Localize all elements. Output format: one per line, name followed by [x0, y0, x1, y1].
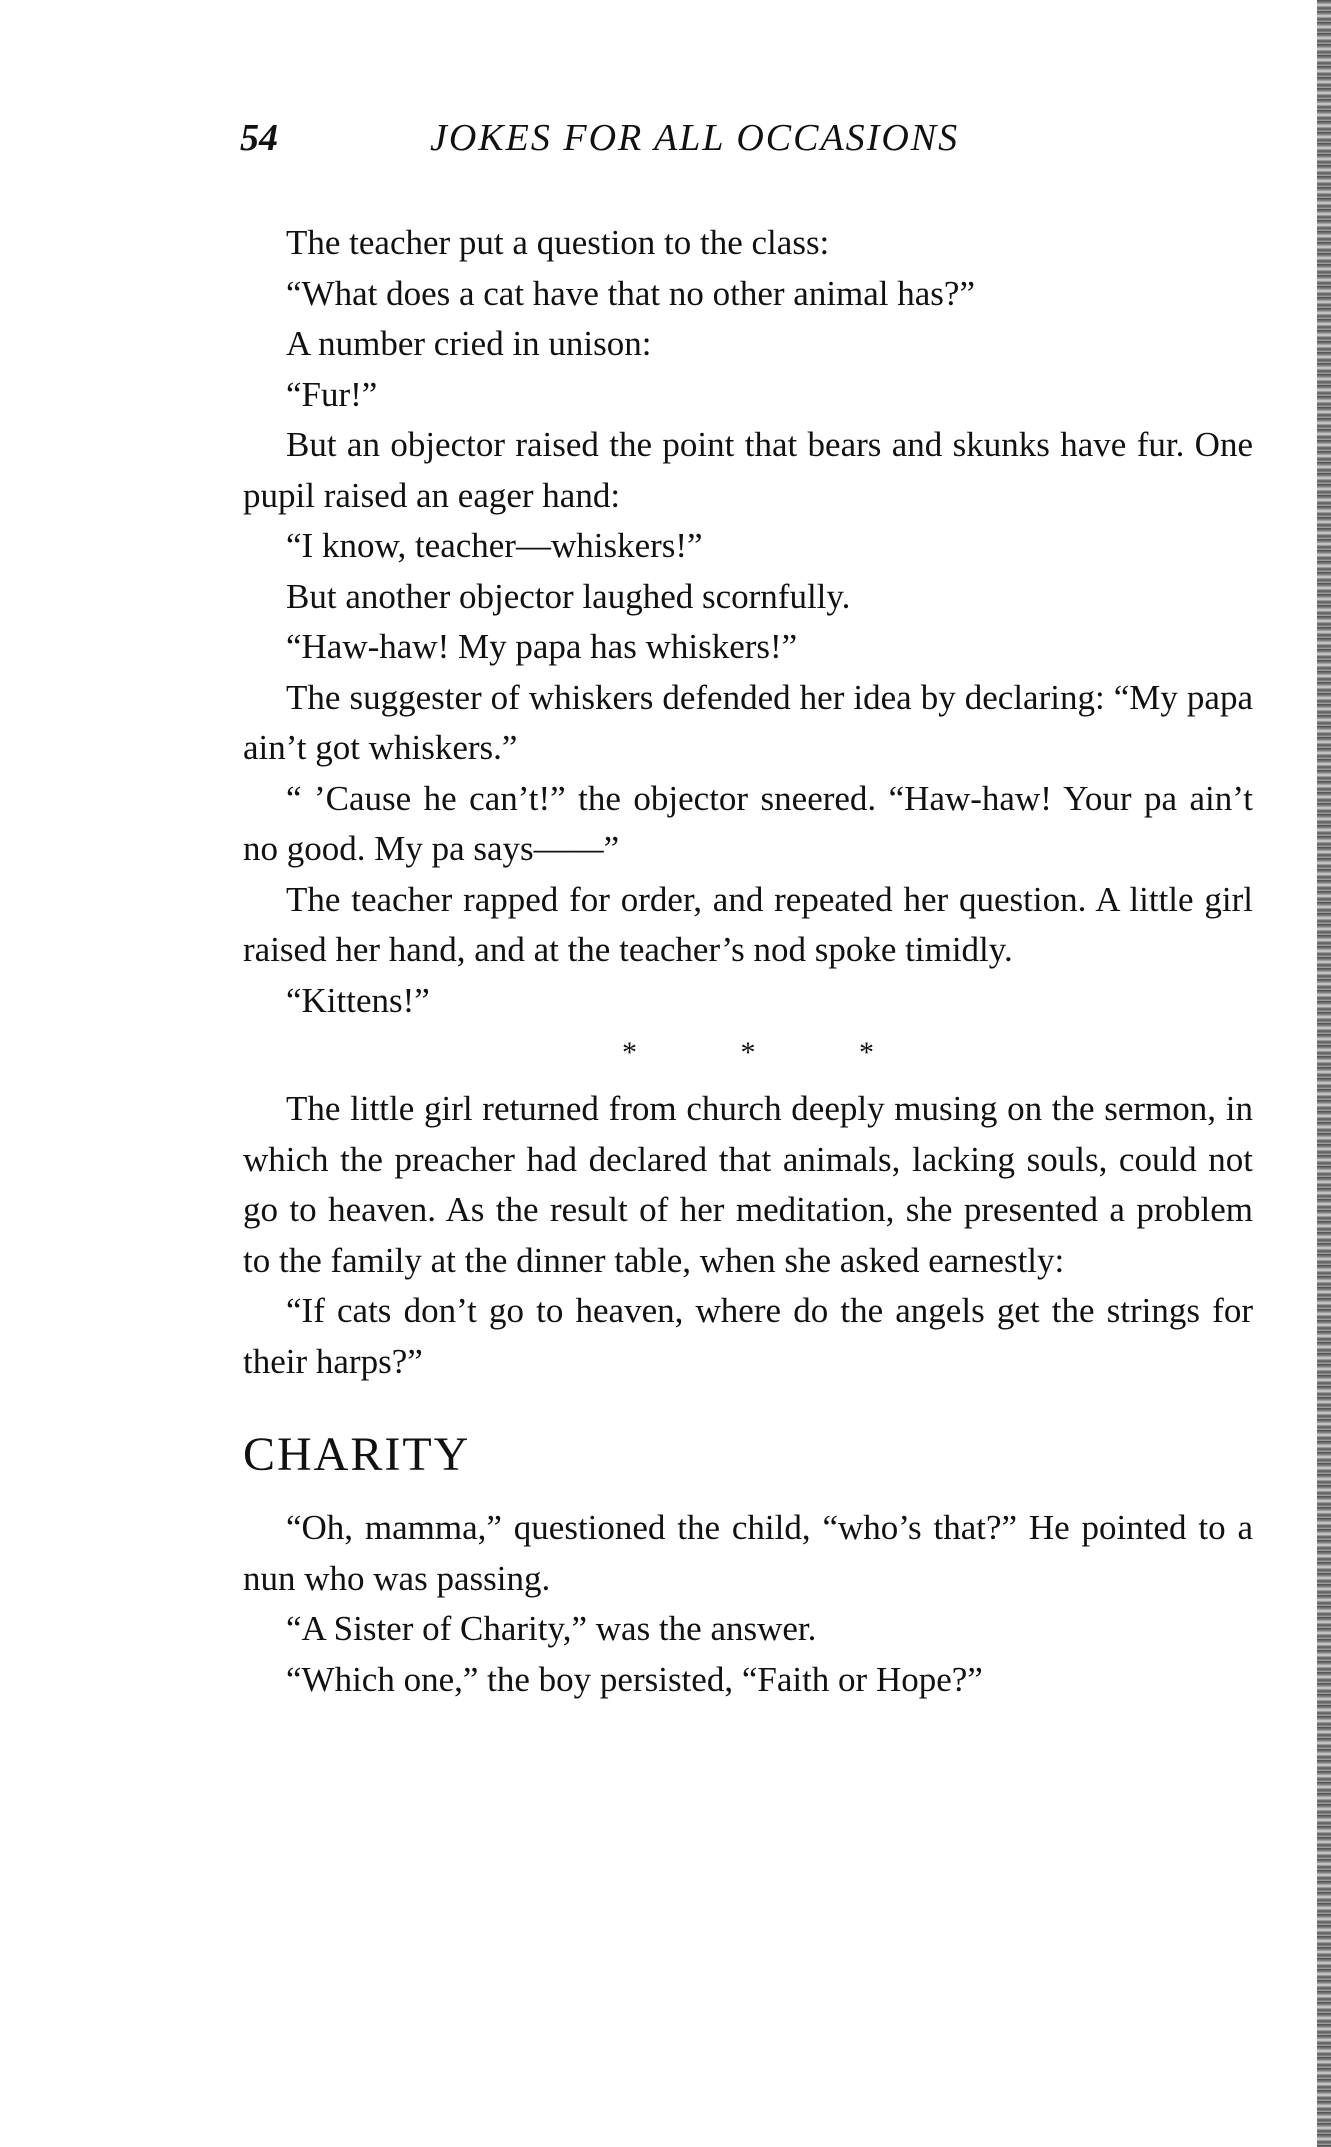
story-paragraph: The suggester of whiskers defended her idea by declaring: “My papa ain’t got whiskers.” — [243, 677, 1253, 767]
story-paragraph: “Which one,” the boy persisted, “Faith or Hope?” — [286, 1659, 983, 1699]
story-paragraph: “Fur!” — [286, 374, 378, 414]
story-paragraph: “Oh, mamma,” questioned the child, “who’s that?” He pointed to a nun who was passing. — [243, 1508, 1253, 1598]
story-paragraph: The teacher put a question to the class: — [286, 223, 830, 262]
page-header — [240, 112, 1070, 172]
story-paragraph: “Kittens!” — [286, 980, 430, 1020]
page-edge — [1317, 0, 1331, 2147]
story-paragraph: A number cried in unison: — [286, 324, 652, 363]
story-paragraph: “I know, teacher—whiskers!” — [286, 526, 703, 565]
story-paragraph: “What does a cat have that no other animal has?” — [286, 273, 975, 313]
section-separator: * * * — [622, 1036, 922, 1069]
story-paragraph: But an objector raised the point that bears and skunks have fur. One pupil raised an eager hand: — [243, 425, 1253, 515]
story-paragraph: “If cats don’t go to heaven, where do the angels get the strings for their harps?” — [243, 1291, 1253, 1381]
story-paragraph: “Haw-haw! My papa has whiskers!” — [286, 627, 798, 666]
story-paragraph: The teacher rapped for order, and repeated her question. A little girl raised her hand, and at the teacher’s nod spoke timidly. — [243, 879, 1253, 969]
story-paragraph: The little girl returned from church deeply musing on the sermon, in which the preacher had declared that animals, lacking souls, could not go to heaven. As the result of her meditation, she presented a problem to the family at the dinner table, when she asked earnestly: — [243, 1089, 1253, 1280]
page-number: 54 — [240, 117, 278, 159]
story-paragraph: But another objector laughed scornfully. — [286, 576, 851, 616]
section-heading: CHARITY — [243, 1428, 471, 1481]
story-paragraph: “ ’Cause he can’t!” the objector sneered. “Haw-haw! Your pa ain’t no good. My pa says——” — [243, 778, 1253, 868]
running-title: JOKES FOR ALL OCCASIONS — [430, 117, 960, 159]
story-paragraph: “A Sister of Charity,” was the answer. — [286, 1609, 817, 1648]
body-text — [243, 218, 1253, 1705]
